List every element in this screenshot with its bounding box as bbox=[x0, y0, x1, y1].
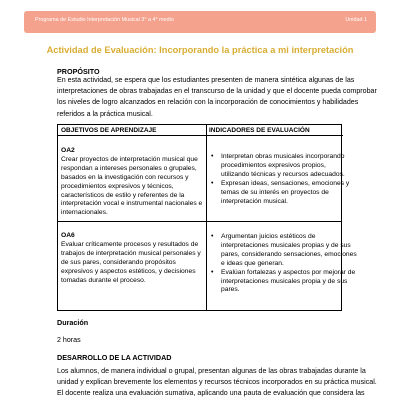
objective-cell-oa2 bbox=[61, 147, 202, 218]
objective-line: expresivos y aspectos estéticos, y decisiones bbox=[61, 267, 196, 275]
proposito-heading: PROPÓSITO bbox=[57, 67, 100, 76]
objective-code: OA2 bbox=[61, 147, 75, 154]
activity-title: Actividad de Evaluación: Incorporando la práctica a mi interpretación bbox=[46, 45, 354, 55]
duracion-value: 2 horas bbox=[57, 336, 81, 344]
bullet-icon: • bbox=[211, 233, 214, 240]
header-bar bbox=[24, 11, 376, 33]
proposito-paragraph bbox=[57, 75, 377, 120]
indicator-item bbox=[209, 269, 357, 296]
bullet-icon: • bbox=[211, 268, 214, 276]
objective-line: basados en la investigación con recursos y bbox=[61, 173, 189, 181]
desarrollo-heading: DESARROLLO DE LA ACTIVIDAD bbox=[57, 353, 172, 362]
objective-line: interpretación vocal e instrumental nacionales e bbox=[61, 200, 203, 208]
indicator-line: Argumentan juicios estéticos de bbox=[221, 233, 316, 240]
indicator-line: temas de su interés en proyectos de bbox=[221, 188, 329, 196]
indicator-line: Interpretan obras musicales incorporando bbox=[221, 153, 345, 160]
row-divider bbox=[58, 221, 341, 222]
indicator-line: interpretación musical. bbox=[221, 197, 288, 205]
objective-line: trabajos de interpretación musical personales y bbox=[61, 249, 201, 257]
desarrollo-paragraph bbox=[57, 366, 377, 400]
objective-line: respondan a intereses personales o grupales, bbox=[61, 164, 197, 172]
objective-line: Evaluar críticamente procesos y resultados de bbox=[61, 240, 199, 248]
paragraph-line: unidad y explican brevemente los elementos y recursos técnicos incorporados en su práctica musical. bbox=[57, 378, 377, 387]
duracion-heading: Duración bbox=[57, 318, 89, 327]
objective-cell-oa6 bbox=[61, 232, 201, 285]
paragraph-line: referidos a la práctica musical. bbox=[57, 109, 153, 118]
indicator-line: pares, considerando sensaciones, emociones bbox=[221, 250, 357, 258]
paragraph-line: El docente realiza una evaluación sumativa, aplicando una pauta de evaluación que considera las bbox=[57, 389, 365, 398]
objective-line: de sus pares, considerando propósitos bbox=[61, 258, 176, 266]
unit-label: Unidad 1 bbox=[345, 17, 367, 23]
indicator-line: pares. bbox=[221, 286, 240, 294]
paragraph-line: interpretaciones de obras trabajadas en el transcurso de la unidad y que el docente pueda comprobar bbox=[57, 87, 377, 96]
program-name: Programa de Estudio Interpretación Musical 3° a 4° medio bbox=[35, 17, 174, 23]
indicators-cell-oa2 bbox=[209, 153, 349, 206]
indicator-line: interpretaciones musicales propia y de sus bbox=[221, 277, 348, 285]
indicator-line: Expresan ideas, sensaciones, emociones y bbox=[221, 179, 350, 187]
indicator-item bbox=[209, 233, 357, 269]
objective-line: procedimientos expresivos y técnicos, bbox=[61, 182, 174, 190]
paragraph-line: Los alumnos, de manera individual o grupal, presentan algunas de las obras trabajadas durante la bbox=[57, 367, 366, 375]
indicator-item bbox=[209, 153, 349, 180]
indicators-column-header: INDICADORES DE EVALUACIÓN bbox=[206, 125, 343, 136]
objective-line: característicos de estilo y referentes de la bbox=[61, 191, 185, 199]
paragraph-line: los niveles de logro alcanzados en relación con la incorporación de conocimientos y habilidades bbox=[57, 98, 359, 107]
objectives-table bbox=[57, 124, 357, 311]
objective-line: internacionales. bbox=[61, 209, 108, 217]
indicators-cell-oa6 bbox=[209, 233, 357, 295]
objective-line: Crear proyectos de interpretación musical que bbox=[61, 155, 198, 163]
indicator-line: utilizando técnicas y recursos adecuados. bbox=[221, 170, 345, 178]
objective-line: tomadas durante el proceso. bbox=[61, 276, 146, 284]
indicator-line: interpretaciones musicales propias y de sus bbox=[221, 241, 351, 249]
objectives-column-header: OBJETIVOS DE APRENDIZAJE bbox=[58, 125, 206, 136]
column-divider bbox=[206, 125, 207, 310]
bullet-icon: • bbox=[211, 153, 214, 160]
paragraph-line: En esta actividad, se espera que los estudiantes presenten de manera sintética algunas de las bbox=[57, 76, 355, 84]
indicator-line: Evalúan fortalezas y aspectos por mejorar de bbox=[221, 268, 356, 276]
indicator-line: procedimientos expresivos propios, bbox=[221, 161, 326, 169]
objective-code: OA6 bbox=[61, 232, 75, 239]
bullet-icon: • bbox=[211, 179, 214, 187]
indicator-item bbox=[209, 180, 349, 207]
indicator-line: e ideas que generan. bbox=[221, 259, 284, 267]
